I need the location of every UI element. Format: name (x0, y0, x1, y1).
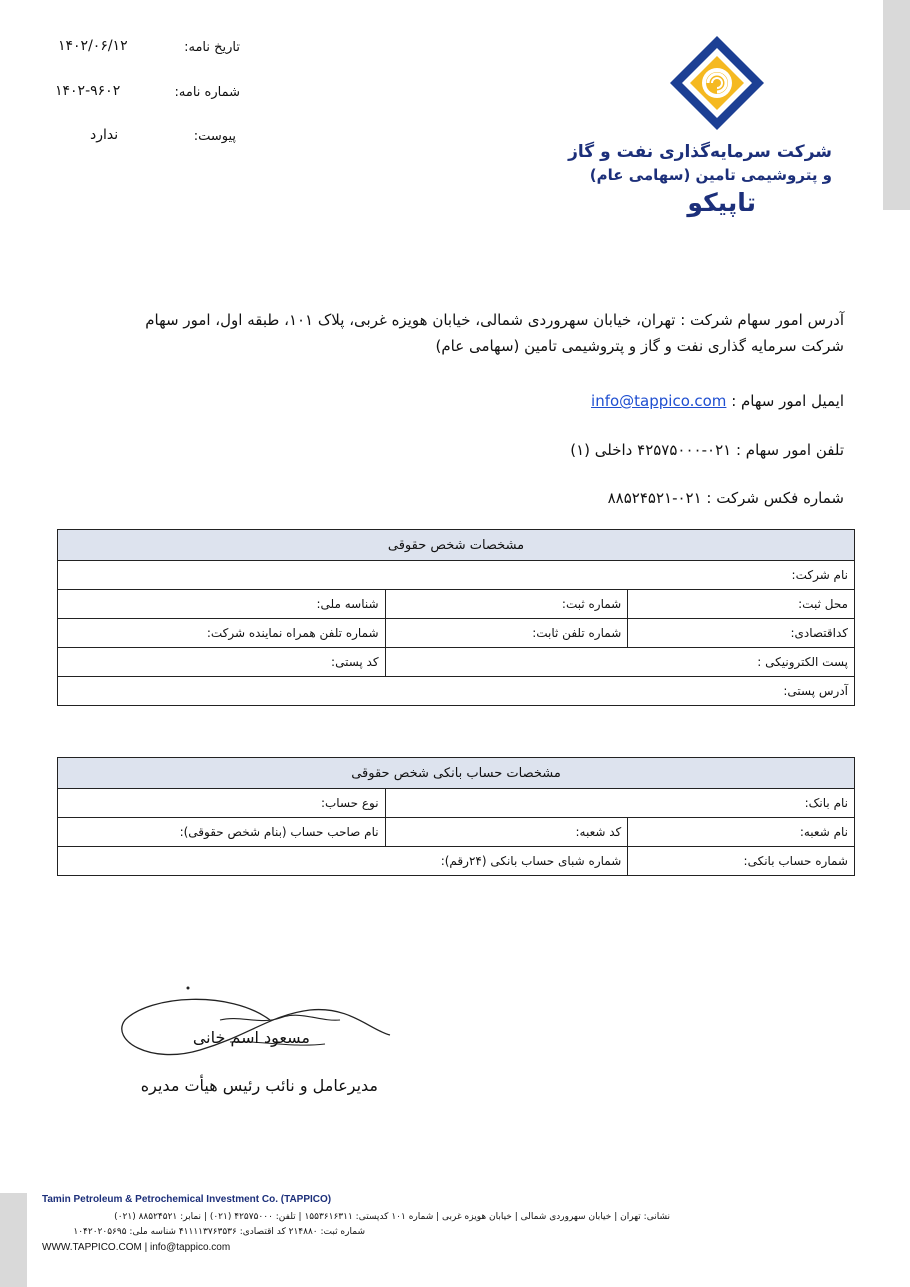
legal-entity-table (57, 529, 855, 706)
address-line-2: شرکت سرمایه گذاری نفت و گاز و پتروشیمی تامین (سهامی عام) (435, 337, 844, 355)
signatory-name: مسعود اسم خانی (192, 1028, 310, 1047)
date-value: ۱۴۰۲/۰۶/۱۲ (58, 38, 128, 54)
signatory-title: مدیرعامل و نائب رئیس هیأت مدیره (140, 1076, 378, 1095)
tappico-logo-icon (668, 34, 766, 132)
company-name-line1: شرکت سرمایه‌گذاری نفت و گاز (568, 142, 832, 162)
footer-address: نشانی: تهران | خیابان سهروردی شمالی | خیابان هویزه غربی | شماره ۱۰۱ کدپستی: ۱۵۵۳۶۱۶۳۱۱ | تلفن: ۴۲۵۷۵۰۰۰ (۰۲۱) | نمابر: ۸۸۵۲۴۵۲۱ (۰۲۱) (114, 1212, 670, 1222)
postal-code-field[interactable]: کد پستی: (58, 648, 386, 677)
email-link[interactable]: info@tappico.com (591, 392, 727, 410)
company-name-line2: و پتروشیمی تامین (سهامی عام) (589, 166, 832, 184)
footer-website-link[interactable]: WWW.TAPPICO.COM (42, 1242, 142, 1253)
company-name-field[interactable]: نام شرکت: (58, 561, 855, 590)
bank-account-table (57, 757, 855, 876)
attachment-label: پیوست: (193, 129, 236, 144)
email-field[interactable]: پست الکترونیکی : (385, 648, 854, 677)
reg-place-field[interactable]: محل ثبت: (628, 590, 855, 619)
email-label: ایمیل امور سهام : (731, 392, 844, 410)
economic-code-field[interactable]: کداقتصادی: (628, 619, 855, 648)
account-number-field[interactable]: شماره حساب بانکی: (628, 847, 855, 876)
footer-company-en: Tamin Petroleum & Petrochemical Investment Co. (TAPPICO) (42, 1194, 332, 1205)
footer-web-contact (42, 1242, 230, 1253)
bank-table-title: مشخصات حساب بانکی شخص حقوقی (58, 758, 855, 789)
reg-number-field[interactable]: شماره ثبت: (385, 590, 628, 619)
legal-table-title: مشخصات شخص حقوقی (58, 530, 855, 561)
postal-address-field[interactable]: آدرس پستی: (58, 677, 855, 706)
decorative-sidebar-top (883, 0, 910, 210)
company-brand: تاپیکو (687, 188, 756, 217)
fax-line: شماره فکس شرکت : ۰۲۱-۸۸۵۲۴۵۲۱ (607, 489, 844, 507)
rep-mobile-field[interactable]: شماره تلفن همراه نماینده شرکت: (58, 619, 386, 648)
account-type-field[interactable]: نوع حساب: (58, 789, 386, 818)
bank-name-field[interactable]: نام بانک: (385, 789, 854, 818)
attachment-value: ندارد (90, 127, 119, 143)
footer-separator: | (144, 1242, 150, 1253)
decorative-sidebar-bottom (0, 1193, 27, 1287)
number-label: شماره نامه: (174, 85, 240, 100)
branch-code-field[interactable]: کد شعبه: (385, 818, 628, 847)
number-value: ۱۴۰۲-۹۶۰۲ (55, 83, 121, 99)
branch-name-field[interactable]: نام شعبه: (628, 818, 855, 847)
landline-field[interactable]: شماره تلفن ثابت: (385, 619, 628, 648)
address-line-1: آدرس امور سهام شرکت : تهران، خیابان سهروردی شمالی، خیابان هویزه غربی، پلاک ۱۰۱، طبقه اول، امور سهام (145, 311, 844, 329)
date-label: تاریخ نامه: (184, 40, 240, 55)
footer-ids: شماره ثبت: ۲۱۴۸۸۰ کد اقتصادی: ۴۱۱۱۱۳۷۶۳۵۳۶ شناسه ملی: ۱۰۴۲۰۲۰۵۶۹۵ (73, 1227, 365, 1237)
phone-line: تلفن امور سهام : ۰۲۱-۴۲۵۷۵۰۰۰ داخلی (۱) (570, 441, 844, 459)
email-line (591, 388, 844, 414)
footer-email-link[interactable]: info@tappico.com (149, 1242, 231, 1253)
account-holder-field[interactable]: نام صاحب حساب (بنام شخص حقوقی): (58, 818, 386, 847)
sheba-field[interactable]: شماره شبای حساب بانکی (۲۴رقم): (58, 847, 628, 876)
national-id-field[interactable]: شناسه ملی: (58, 590, 386, 619)
address-paragraph (44, 307, 844, 359)
